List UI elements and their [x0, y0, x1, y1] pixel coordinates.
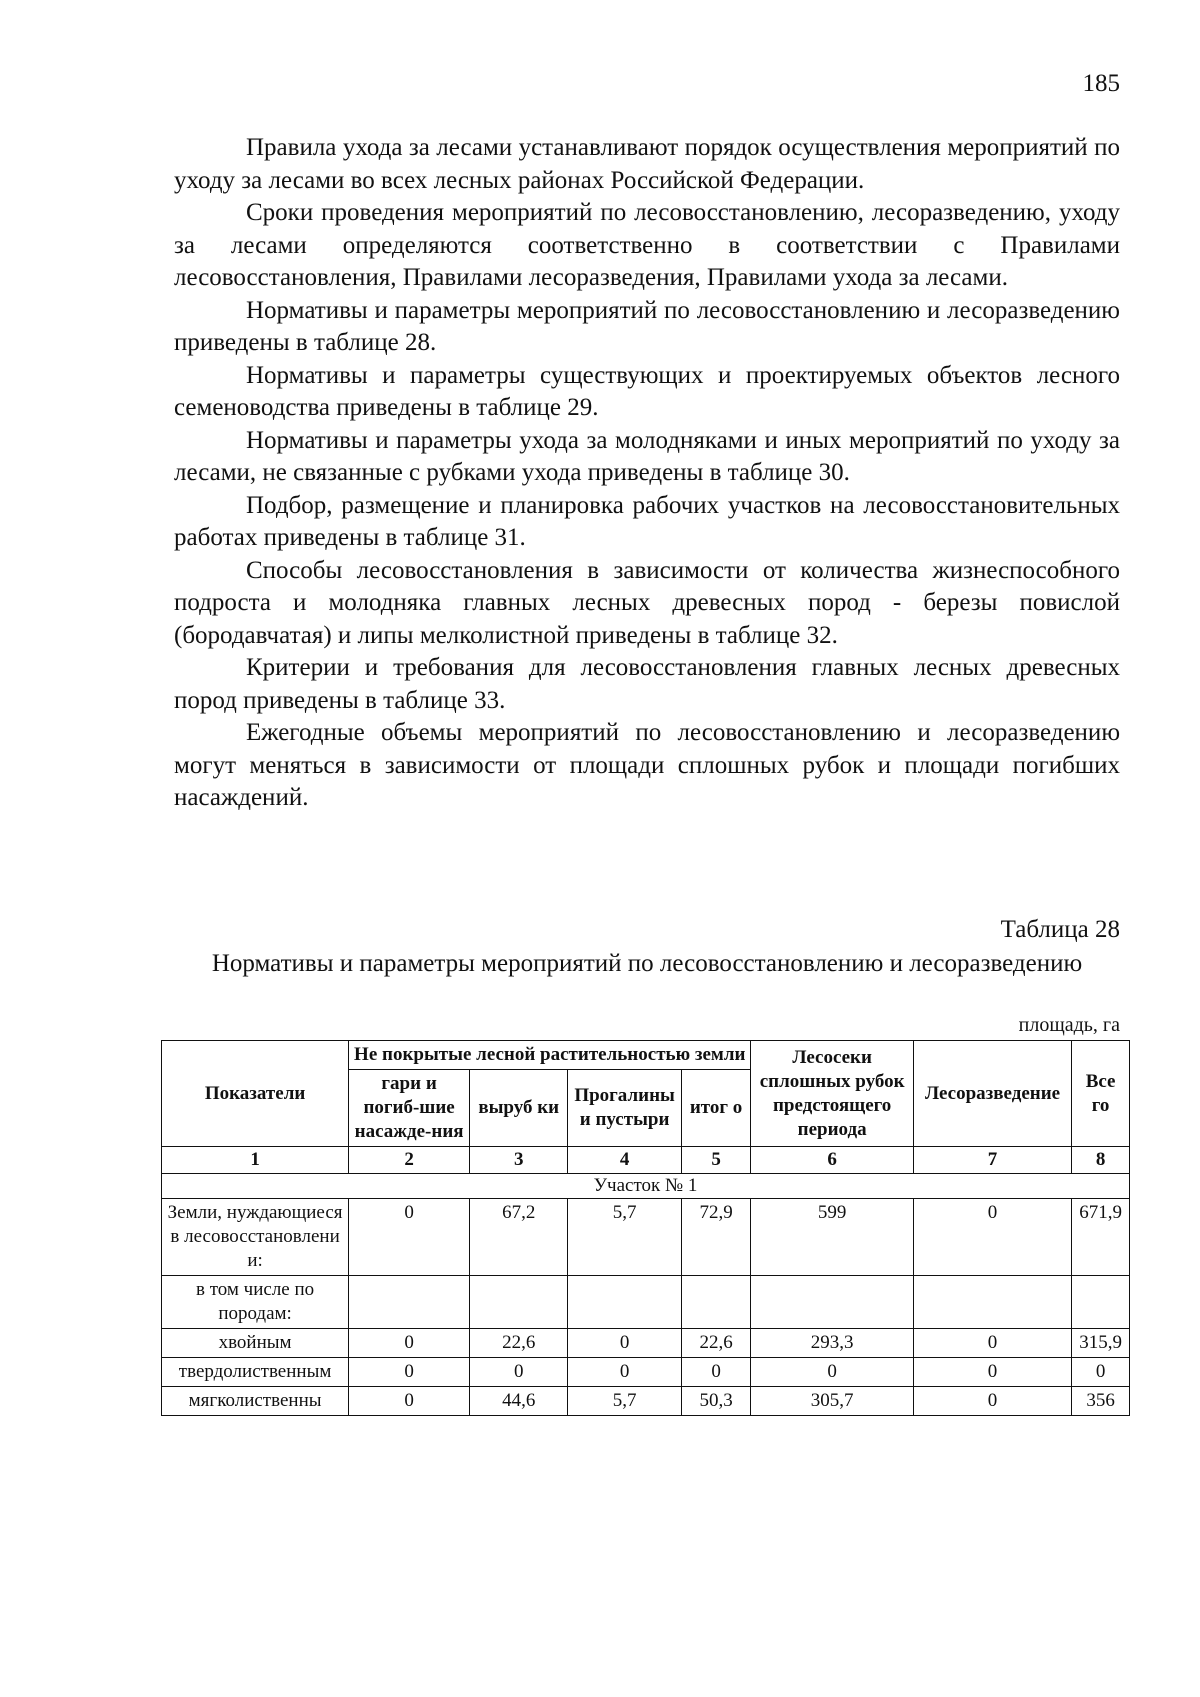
table-cell: 599: [751, 1199, 914, 1276]
section-label: Участок № 1: [162, 1174, 1130, 1199]
table-cell: 0: [349, 1329, 470, 1358]
table-cell: 671,9: [1072, 1199, 1130, 1276]
table-cell: [568, 1276, 681, 1329]
table-cell: 22,6: [470, 1329, 568, 1358]
table-cell: [751, 1276, 914, 1329]
paragraph: Сроки проведения мероприятий по лесовосстановлению, лесоразведению, уходу за лесами определяются соответственно в соответствии с Правилами лесовосстановления, Правилами лесоразведения, Правилами ухода за лесами.: [174, 199, 1120, 291]
table-cell: [1072, 1276, 1130, 1329]
column-number-row: [162, 1147, 1130, 1174]
paragraph: Способы лесовосстановления в зависимости от количества жизнеспособного подроста и молодняка главных лесных древесных пород - березы повислой (бородавчатая) и липы мелколистной приведены в таблице 32.: [174, 556, 1120, 649]
table-row: [162, 1329, 1130, 1358]
table-cell: 5,7: [568, 1387, 681, 1416]
table-cell: 293,3: [751, 1329, 914, 1358]
table-cell: 50,3: [681, 1387, 751, 1416]
section-row: [162, 1174, 1130, 1199]
column-number: 8: [1072, 1147, 1130, 1174]
paragraph: Нормативы и параметры мероприятий по лесовосстановлению и лесоразведению приведены в таблице 28.: [174, 296, 1120, 356]
header-afforestation: Лесоразведение: [913, 1041, 1071, 1147]
header-total: Все го: [1072, 1041, 1130, 1147]
header-burned: гари и погиб-шие насажде-ния: [349, 1070, 470, 1147]
paragraph: Ежегодные объемы мероприятий по лесовосстановлению и лесоразведению могут меняться в зависимости от площади сплошных рубок и площади погибших насаждений.: [174, 719, 1120, 811]
header-glades: Прогалины и пустыри: [568, 1070, 681, 1147]
header-cutting-areas: Лесосеки сплошных рубок предстоящего периода: [751, 1041, 914, 1147]
body-text: [174, 132, 1120, 815]
table-cell: 72,9: [681, 1199, 751, 1276]
table-row: [162, 1199, 1130, 1276]
row-label: мягколиственны: [162, 1387, 349, 1416]
table-cell: [913, 1276, 1071, 1329]
table-cell: [470, 1276, 568, 1329]
column-number: 6: [751, 1147, 914, 1174]
column-number: 2: [349, 1147, 470, 1174]
table-cell: 0: [751, 1358, 914, 1387]
table-title: Нормативы и параметры мероприятий по лесовосстановлению и лесоразведению: [211, 950, 1083, 977]
column-number: 1: [162, 1147, 349, 1174]
table-cell: 0: [568, 1329, 681, 1358]
table-row: [162, 1276, 1130, 1329]
header-unforested-group: Не покрытые лесной растительностью земли: [349, 1041, 751, 1070]
row-label: в том числе по породам:: [162, 1276, 349, 1329]
row-label: Земли, нуждающиеся в лесовосстановлении:: [162, 1199, 349, 1276]
table-cell: 0: [913, 1387, 1071, 1416]
paragraph: Критерии и требования для лесовосстановления главных лесных древесных пород приведены в таблице 33.: [174, 654, 1120, 714]
table-cell: 356: [1072, 1387, 1130, 1416]
table-cell: 0: [913, 1358, 1071, 1387]
header-indicators: Показатели: [162, 1041, 349, 1147]
table-cell: 0: [1072, 1358, 1130, 1387]
table-cell: 0: [349, 1358, 470, 1387]
paragraph: Нормативы и параметры ухода за молодняками и иных мероприятий по уходу за лесами, не связанные с рубками ухода приведены в таблице 30.: [174, 426, 1120, 486]
column-number: 4: [568, 1147, 681, 1174]
column-number: 3: [470, 1147, 568, 1174]
paragraph: Нормативы и параметры существующих и проектируемых объектов лесного семеноводства приведены в таблице 29.: [174, 361, 1120, 421]
table-cell: 0: [913, 1199, 1071, 1276]
table-cell: 0: [568, 1358, 681, 1387]
table-row: [162, 1358, 1130, 1387]
table-row: [162, 1387, 1130, 1416]
table-cell: 22,6: [681, 1329, 751, 1358]
column-number: 5: [681, 1147, 751, 1174]
paragraph: Подбор, размещение и планировка рабочих участков на лесовосстановительных работах приведены в таблице 31.: [174, 491, 1120, 551]
data-table: [161, 1040, 1130, 1416]
header-clearcuts: выруб ки: [470, 1070, 568, 1147]
table-number: Таблица 28: [1000, 916, 1120, 943]
table-cell: 0: [349, 1199, 470, 1276]
table-units: площадь, га: [1018, 1014, 1120, 1036]
row-label: хвойным: [162, 1329, 349, 1358]
row-label: твердолиственным: [162, 1358, 349, 1387]
column-number: 7: [913, 1147, 1071, 1174]
table-cell: 44,6: [470, 1387, 568, 1416]
header-subtotal: итог о: [681, 1070, 751, 1147]
table-cell: 0: [470, 1358, 568, 1387]
page-number: 185: [1082, 70, 1120, 97]
table-cell: 305,7: [751, 1387, 914, 1416]
table-cell: 315,9: [1072, 1329, 1130, 1358]
table-cell: 0: [681, 1358, 751, 1387]
paragraph: Правила ухода за лесами устанавливают порядок осуществления мероприятий по уходу за лесами во всех лесных районах Российской Федерации.: [174, 134, 1120, 194]
table-cell: 0: [913, 1329, 1071, 1358]
table-cell: [349, 1276, 470, 1329]
table-cell: 0: [349, 1387, 470, 1416]
table-cell: [681, 1276, 751, 1329]
table-cell: 67,2: [470, 1199, 568, 1276]
table-cell: 5,7: [568, 1199, 681, 1276]
